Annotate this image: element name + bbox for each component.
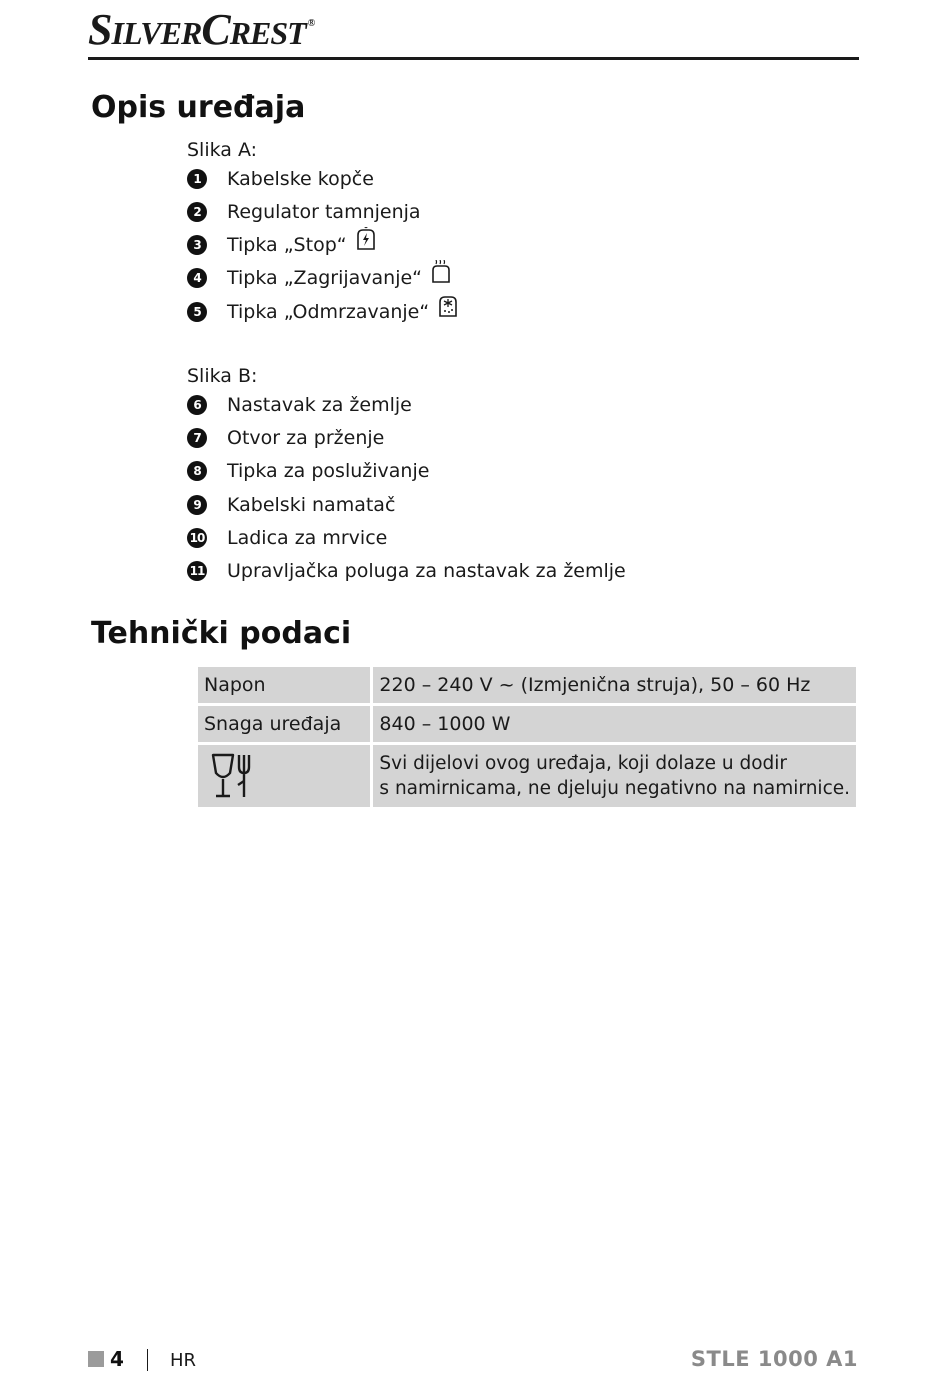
list-item	[187, 393, 412, 417]
list-item	[187, 300, 459, 324]
list-item	[187, 167, 374, 191]
table-row	[197, 744, 858, 809]
item-number: 6	[187, 395, 207, 415]
reheat-icon	[430, 260, 452, 284]
item-label: Kabelski namatač	[227, 494, 396, 516]
footer-divider	[147, 1349, 148, 1371]
section-title-technical-data: Tehnički podaci	[91, 616, 352, 651]
model-number: STLE 1000 A1	[690, 1347, 858, 1371]
item-label: Tipka „Odmrzavanje“	[227, 301, 430, 323]
list-item	[187, 426, 384, 450]
item-number: 4	[187, 268, 207, 288]
table-cell-value: 220 – 240 V ~ (Izmjenična struja), 50 – 60 Hz	[372, 666, 858, 705]
item-number: 5	[187, 302, 207, 322]
list-item	[187, 266, 452, 290]
item-number: 1	[187, 169, 207, 189]
table-cell-key: Napon	[197, 666, 372, 705]
section-title-description: Opis uređaja	[91, 90, 306, 125]
table-cell-value	[372, 744, 858, 809]
item-label: Otvor za prženje	[227, 427, 385, 449]
table-cell-key: Snaga uređaja	[197, 705, 372, 744]
footer-square	[88, 1351, 104, 1367]
item-label: Ladica za mrvice	[227, 527, 388, 549]
item-label: Tipka „Zagrijavanje“	[227, 267, 423, 289]
list-item	[187, 559, 626, 583]
item-label: Kabelske kopče	[227, 168, 374, 190]
defrost-icon	[437, 294, 459, 318]
stop-toast-icon	[355, 227, 377, 251]
item-label: Tipka „Stop“	[227, 234, 347, 256]
page-number: 4	[110, 1347, 124, 1371]
item-number: 8	[187, 461, 207, 481]
item-number: 3	[187, 235, 207, 255]
list-item	[187, 493, 395, 517]
item-number: 2	[187, 202, 207, 222]
item-label: Nastavak za žemlje	[227, 394, 412, 416]
list-item	[187, 526, 387, 550]
item-number: 7	[187, 428, 207, 448]
header-rule	[88, 57, 859, 60]
figure-b-label: Slika B:	[187, 365, 258, 387]
list-item	[187, 200, 421, 224]
table-cell-value: 840 – 1000 W	[372, 705, 858, 744]
table-row	[197, 705, 858, 744]
list-item	[187, 459, 429, 483]
item-number: 10	[187, 528, 207, 548]
item-label: Tipka za posluživanje	[227, 460, 430, 482]
glass-fork-icon	[208, 751, 254, 801]
food-safe-line: s namirnicama, ne djeluju negativno na namirnice.	[379, 778, 850, 799]
silvercrest-logo: SILVERCREST ®	[88, 5, 315, 54]
item-label: Regulator tamnjenja	[227, 201, 421, 223]
figure-a-label: Slika A:	[187, 139, 258, 161]
item-number: 9	[187, 495, 207, 515]
item-label: Upravljačka poluga za nastavak za žemlje	[227, 560, 626, 582]
table-row	[197, 666, 858, 705]
list-item	[187, 233, 377, 257]
technical-data-table	[195, 664, 859, 810]
item-number: 11	[187, 561, 207, 581]
language-code: HR	[170, 1350, 197, 1371]
food-safe-line: Svi dijelovi ovog uređaja, koji dolaze u dodir	[379, 753, 787, 774]
table-cell-key	[197, 744, 372, 809]
